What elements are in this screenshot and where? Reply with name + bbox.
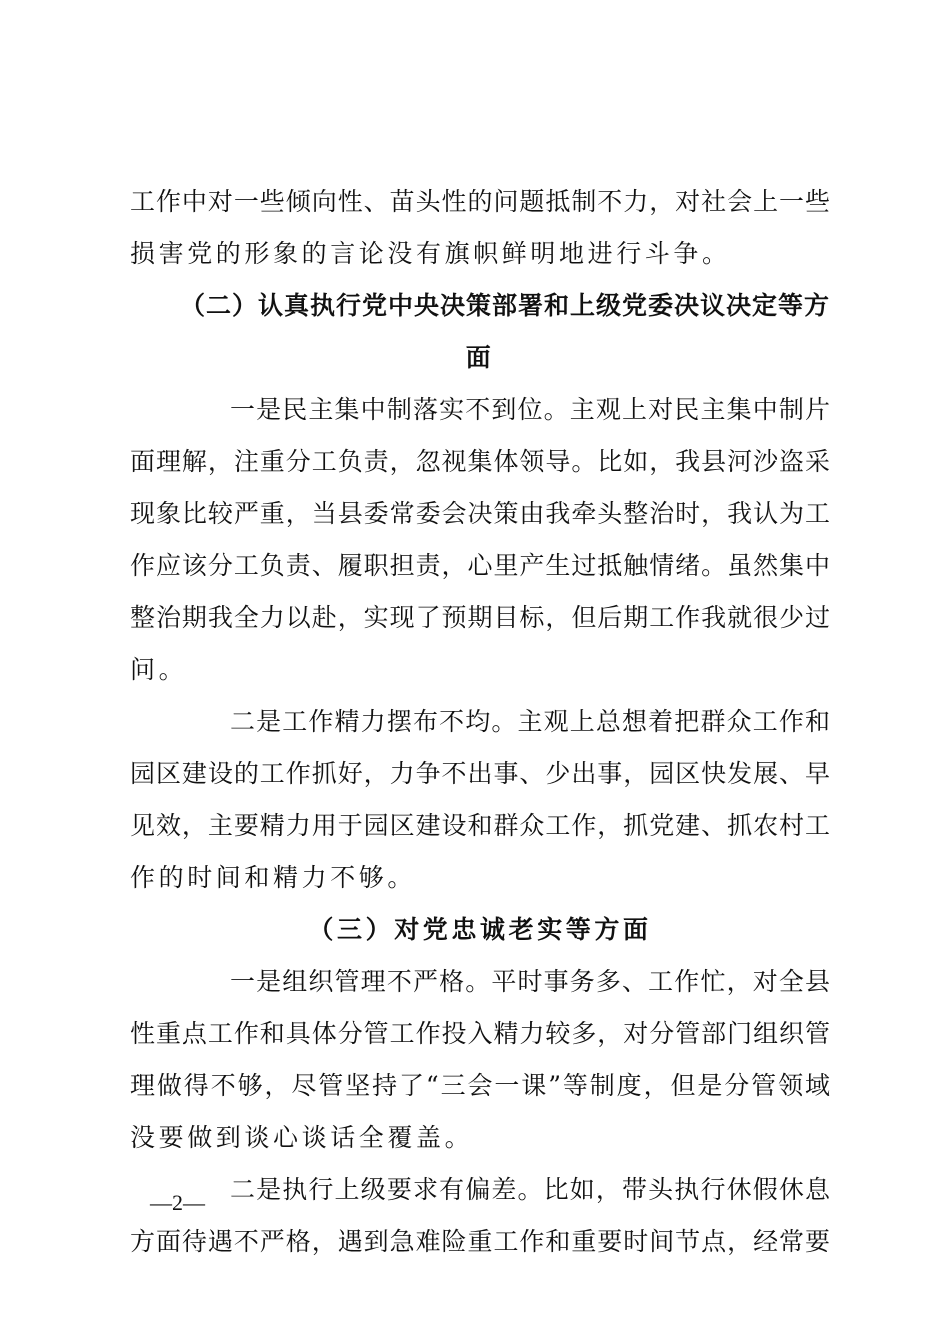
paragraph-line: 方面待遇不严格，遇到急难险重工作和重要时间节点，经常要 (130, 1227, 830, 1256)
paragraph-line: 二是工作精力摆布不均。主观上总想着把群众工作和 (230, 707, 830, 736)
section-heading-3: （三）对党忠诚老实等方面 (308, 915, 652, 944)
paragraph-line: 二是执行上级要求有偏差。比如，带头执行休假休息 (230, 1175, 830, 1204)
paragraph-line: 性重点工作和具体分管工作投入精力较多，对分管部门组织管 (130, 1019, 830, 1048)
paragraph-line: 一是组织管理不严格。平时事务多、工作忙，对全县 (230, 967, 830, 996)
paragraph-line: 一是民主集中制落实不到位。主观上对民主集中制片 (230, 395, 830, 424)
paragraph-line: 现象比较严重，当县委常委会决策由我牵头整治时，我认为工 (130, 499, 830, 528)
page-number: —2— (150, 1190, 205, 1215)
paragraph-line: 没要做到谈心谈话全覆盖。 (130, 1123, 474, 1152)
paragraph-line: 整治期我全力以赴，实现了预期目标，但后期工作我就很少过 (130, 603, 830, 632)
section-heading-2: （二）认真执行党中央决策部署和上级党委决议决定等方 (179, 291, 830, 320)
paragraph-line: 工作中对一些倾向性、苗头性的问题抵制不力，对社会上一些 (130, 187, 830, 216)
paragraph-line: 问。 (130, 655, 188, 684)
paragraph-line: 理做得不够，尽管坚持了“三会一课”等制度，但是分管领域 (130, 1071, 830, 1100)
section-heading-2-continued: 面 (465, 343, 495, 372)
paragraph-line: 作的时间和精力不够。 (130, 863, 417, 892)
paragraph-line: 见效，主要精力用于园区建设和群众工作，抓党建、抓农村工 (130, 811, 830, 840)
document-body (130, 176, 830, 1268)
paragraph-line: 面理解，注重分工负责，忽视集体领导。比如，我县河沙盗采 (130, 447, 830, 476)
paragraph-line: 作应该分工负责、履职担责，心里产生过抵触情绪。虽然集中 (130, 551, 830, 580)
paragraph-line: 园区建设的工作抓好，力争不出事、少出事，园区快发展、早 (130, 759, 830, 788)
paragraph-line: 损害党的形象的言论没有旗帜鲜明地进行斗争。 (130, 239, 731, 268)
